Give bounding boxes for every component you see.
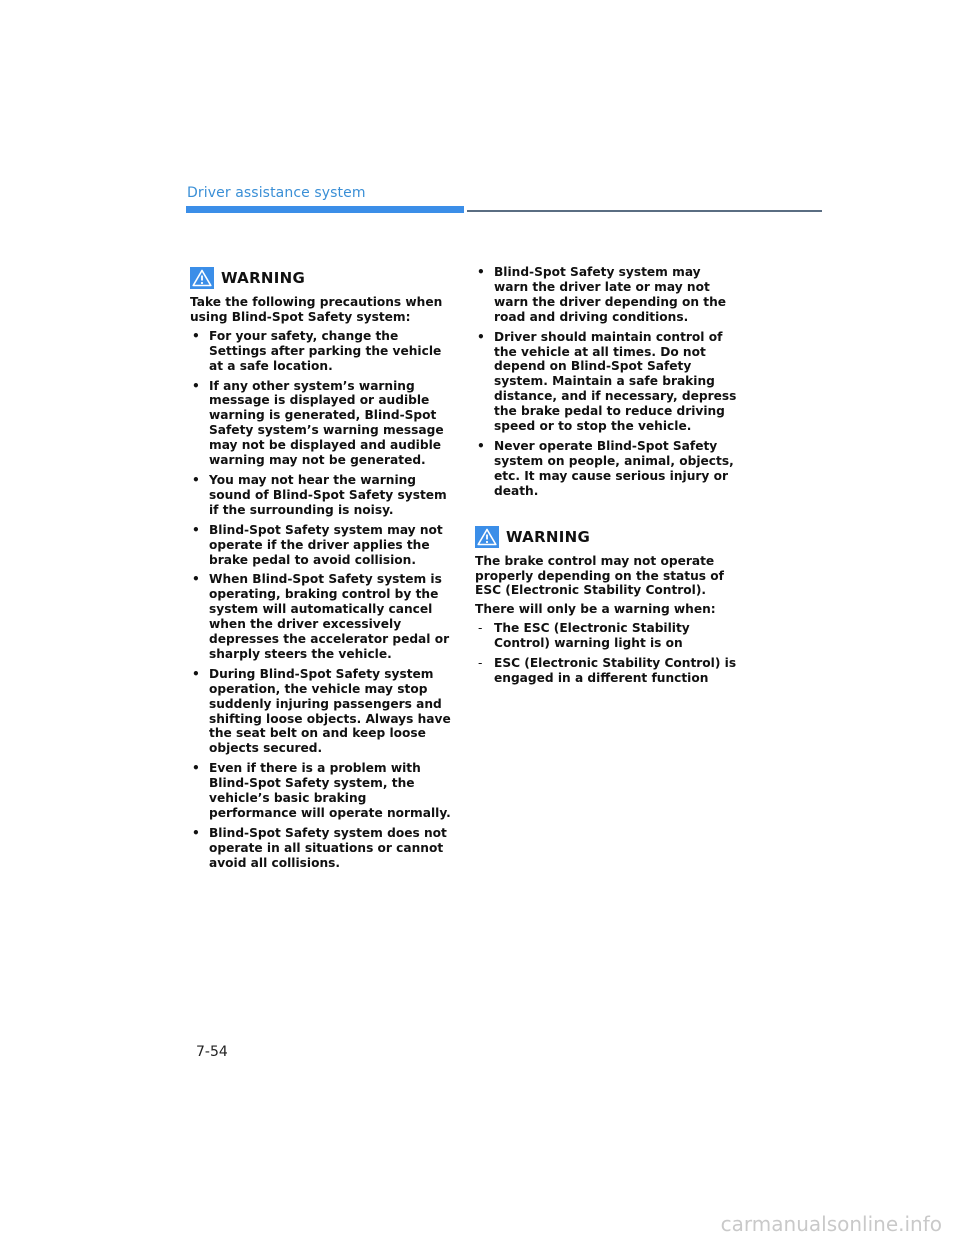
list-item: • Never operate Blind-Spot Safety system on people, animal, objects, etc. It may cause serious injury or death. [477, 438, 734, 498]
warning-paragraph: The brake control may not operate properly depending on the status of ESC (Electronic Stability Control). [475, 553, 724, 598]
warning-triangle-icon [475, 526, 499, 548]
warning-paragraph: There will only be a warning when: [475, 602, 716, 617]
list-item: • Driver should maintain control of the vehicle at all times. Do not depend on Blind-Spot Safety system. Maintain a safe braking distance, and if necessary, depress the brake pedal to reduce driving speed or to stop the vehicle. [477, 329, 737, 434]
header-accent-bar [186, 206, 464, 213]
list-item: • For your safety, change the Settings after parking the vehicle at a safe location. [192, 328, 442, 373]
list-item: - The ESC (Electronic Stability Control) warning light is on [478, 621, 690, 651]
warning-intro: Take the following precautions when using Blind-Spot Safety system: [190, 295, 443, 324]
page-number: 7-54 [196, 1044, 228, 1060]
list-item: • Blind-Spot Safety system may warn the driver late or may not warn the driver depending on the road and driving conditions. [477, 265, 727, 324]
warning-label: WARNING [221, 269, 306, 287]
warning-triangle-icon [190, 267, 214, 289]
warning-label: WARNING [506, 527, 591, 546]
left-column [190, 265, 452, 876]
precautions-list [190, 329, 452, 871]
watermark: carmanualsonline.info [720, 1212, 942, 1236]
list-item: • If any other system’s warning message is displayed or audible warning is generated, Blind-Spot Safety system’s warning message may not be displayed and audible warning may not be generated. [192, 378, 444, 468]
warning-heading [190, 265, 452, 291]
list-item: • When Blind-Spot Safety system is operating, braking control by the system will automatically cancel when the driver excessively depresses the accelerator pedal or sharply steers the vehicle. [192, 572, 450, 661]
section-title: Driver assistance system [187, 185, 366, 201]
list-item: • Even if there is a problem with Blind-Spot Safety system, the vehicle’s basic braking performance will operate normally. [192, 761, 451, 820]
list-item: • You may not hear the warning sound of Blind-Spot Safety system if the surrounding is noisy. [192, 472, 447, 517]
list-item: • During Blind-Spot Safety system operation, the vehicle may stop suddenly injuring passengers and shifting loose objects. Always have the seat belt on and keep loose objects secured. [192, 666, 451, 756]
header-rule [467, 210, 822, 212]
list-item: • Blind-Spot Safety system may not operate if the driver applies the brake pedal to avoid collision. [192, 522, 443, 567]
continued-precautions-list [475, 265, 737, 499]
list-item: • Blind-Spot Safety system does not operate in all situations or cannot avoid all collisions. [192, 825, 447, 870]
right-column [475, 265, 737, 691]
warning-heading [475, 524, 737, 550]
list-item: - ESC (Electronic Stability Control) is engaged in a different function [478, 656, 737, 685]
esc-conditions-list [475, 621, 737, 686]
